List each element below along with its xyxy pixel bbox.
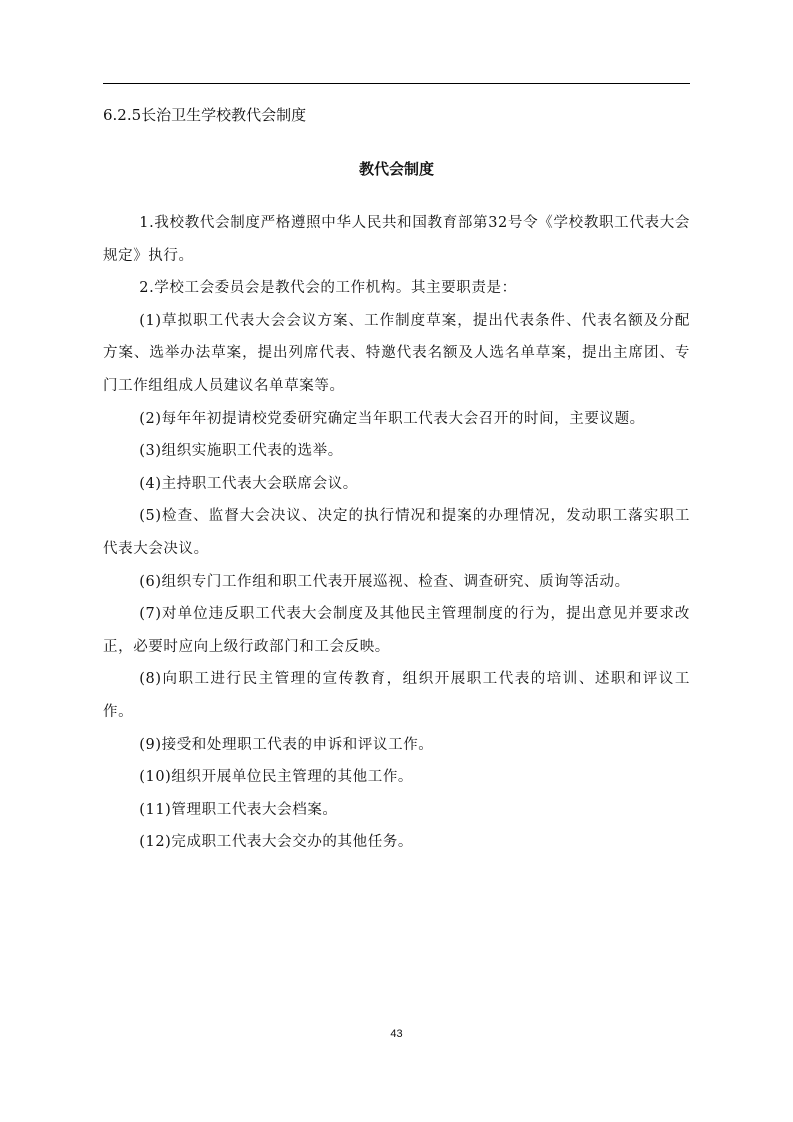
list-item: (5)检查、监督大会决议、决定的执行情况和提案的办理情况，发动职工落实职工代表大会决议。 bbox=[103, 508, 690, 557]
list-item: (12)完成职工代表大会交办的其他任务。 bbox=[139, 834, 414, 851]
list-item: (6)组织专门工作组和职工代表开展巡视、检查、调查研究、质询等活动。 bbox=[139, 573, 630, 590]
list-item: (9)接受和处理职工代表的申诉和评议工作。 bbox=[139, 736, 434, 753]
header-rule bbox=[103, 83, 690, 84]
document-title: 教代会制度 bbox=[358, 160, 434, 178]
list-item: (11)管理职工代表大会档案。 bbox=[139, 801, 338, 818]
list-item: (10)组织开展单位民主管理的其他工作。 bbox=[139, 769, 414, 786]
list-item: (7)对单位违反职工代表大会制度及其他民主管理制度的行为，提出意见并要求改正，必要时应向上级行政部门和工会反映。 bbox=[103, 606, 690, 655]
list-item: (1)草拟职工代表大会会议方案、工作制度草案，提出代表条件、代表名额及分配方案、选举办法草案，提出列席代表、特邀代表名额及人选名单草案，提出主席团、专门工作组组成人员建议名单草案等。 bbox=[103, 312, 690, 394]
list-item: (8)向职工进行民主管理的宣传教育，组织开展职工代表的培训、述职和评议工作。 bbox=[103, 671, 690, 720]
list-item: (3)组织实施职工代表的选举。 bbox=[139, 443, 343, 460]
list-item: (4)主持职工代表大会联席会议。 bbox=[139, 475, 358, 492]
paragraph: 1.我校教代会制度严格遵照中华人民共和国教育部第32号令《学校教职工代表大会规定》执行。 bbox=[103, 215, 690, 264]
paragraph: 2.学校工会委员会是教代会的工作机构。其主要职责是： bbox=[139, 280, 517, 297]
document-body bbox=[103, 207, 690, 859]
page-number: 43 bbox=[390, 1028, 403, 1040]
list-item: (2)每年年初提请校党委研究确定当年职工代表大会召开的时间，主要议题。 bbox=[139, 410, 645, 427]
section-heading: 6.2.5长治卫生学校教代会制度 bbox=[103, 106, 307, 124]
